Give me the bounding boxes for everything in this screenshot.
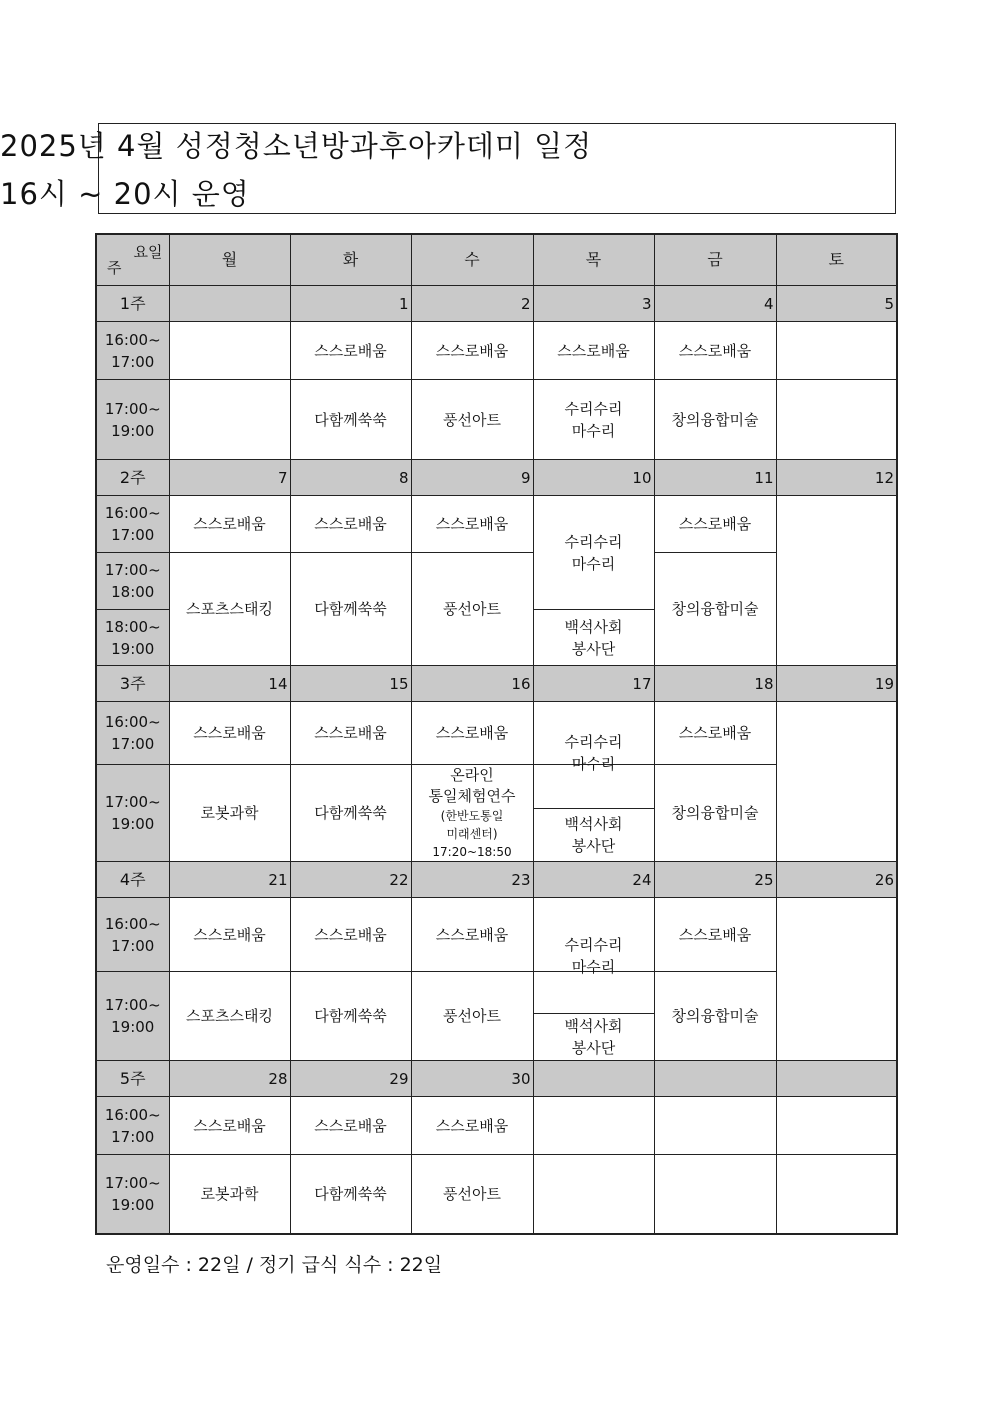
day-header-mon: 월	[169, 234, 290, 286]
week-label: 4주	[96, 862, 169, 898]
schedule-cell: 스스로배움	[169, 898, 290, 972]
day-header-tue: 화	[290, 234, 411, 286]
date-cell: 25	[654, 862, 776, 898]
schedule-cell	[533, 1097, 654, 1155]
schedule-cell: 스스로배움	[290, 1097, 411, 1155]
schedule-cell: 스스로배움	[290, 898, 411, 972]
date-cell: 2	[411, 286, 533, 322]
schedule-cell: 풍선아트	[411, 553, 533, 666]
schedule-cell: 스스로배움	[411, 1097, 533, 1155]
schedule-cell: 다함께쑥쑥	[290, 972, 411, 1061]
date-cell: 11	[654, 460, 776, 496]
online-program-time: 17:20~18:50	[432, 845, 512, 859]
week-row-2	[96, 460, 897, 496]
schedule-cell	[776, 1155, 897, 1234]
date-cell	[654, 1061, 776, 1097]
schedule-cell: 백석사회 봉사단	[533, 610, 654, 666]
slot-row	[96, 1097, 897, 1155]
schedule-cell: 창의융합미술	[654, 972, 776, 1061]
day-header-wed: 수	[411, 234, 533, 286]
date-cell: 24	[533, 862, 654, 898]
header-row	[96, 234, 897, 286]
schedule-cell: 다함께쑥쑥	[290, 1155, 411, 1234]
date-cell: 22	[290, 862, 411, 898]
schedule-cell: 수리수리 마수리	[533, 380, 654, 460]
date-cell: 26	[776, 862, 897, 898]
date-cell: 18	[654, 666, 776, 702]
schedule-cell: 스스로배움	[290, 322, 411, 380]
footer-summary: 운영일수 : 22일 / 정기 급식 식수 : 22일	[106, 1254, 443, 1276]
week-label: 3주	[96, 666, 169, 702]
schedule-cell	[776, 496, 897, 666]
week-label: 1주	[96, 286, 169, 322]
date-cell: 19	[776, 666, 897, 702]
date-cell: 8	[290, 460, 411, 496]
schedule-cell: 창의융합미술	[654, 553, 776, 666]
slot-row	[96, 898, 897, 972]
schedule-cell: 창의융합미술	[654, 380, 776, 460]
schedule-cell: 스스로배움	[411, 898, 533, 972]
time-cell: 17:00~ 19:00	[96, 380, 169, 460]
time-cell: 17:00~ 19:00	[96, 765, 169, 862]
time-cell: 16:00~ 17:00	[96, 322, 169, 380]
schedule-cell: 스스로배움	[411, 322, 533, 380]
slot-row	[96, 702, 897, 765]
schedule-cell: 로봇과학	[169, 765, 290, 862]
time-cell: 18:00~ 19:00	[96, 610, 169, 666]
schedule-cell: 풍선아트	[411, 1155, 533, 1234]
schedule-cell	[411, 765, 533, 862]
schedule-cell: 다함께쑥쑥	[290, 553, 411, 666]
schedule-table	[95, 233, 898, 1235]
page-subtitle: 16시 ~ 20시 운영	[0, 177, 250, 211]
online-program-host: (한반도통일 미래센터)	[440, 809, 504, 841]
schedule-cell: 스스로배움	[290, 496, 411, 553]
thu-lower: 백석사회 봉사단	[534, 1013, 654, 1060]
time-cell: 17:00~ 19:00	[96, 972, 169, 1061]
date-cell: 15	[290, 666, 411, 702]
week-row-4	[96, 862, 897, 898]
schedule-cell: 다함께쑥쑥	[290, 765, 411, 862]
date-cell: 16	[411, 666, 533, 702]
time-cell: 16:00~ 17:00	[96, 496, 169, 553]
slot-row	[96, 380, 897, 460]
schedule-cell: 스포츠스태킹	[169, 972, 290, 1061]
schedule-cell: 스스로배움	[411, 702, 533, 765]
date-cell: 9	[411, 460, 533, 496]
schedule-cell	[654, 1097, 776, 1155]
date-cell: 23	[411, 862, 533, 898]
schedule-cell: 스스로배움	[654, 898, 776, 972]
schedule-cell: 풍선아트	[411, 380, 533, 460]
schedule-cell: 스스로배움	[533, 322, 654, 380]
schedule-cell: 풍선아트	[411, 972, 533, 1061]
schedule-cell	[169, 380, 290, 460]
schedule-cell: 창의융합미술	[654, 765, 776, 862]
week-row-5	[96, 1061, 897, 1097]
week-row-3	[96, 666, 897, 702]
schedule-cell: 수리수리 마수리	[533, 496, 654, 610]
date-cell	[533, 1061, 654, 1097]
day-header-sat: 토	[776, 234, 897, 286]
schedule-cell	[654, 1155, 776, 1234]
date-cell: 3	[533, 286, 654, 322]
date-cell: 5	[776, 286, 897, 322]
schedule-cell: 스스로배움	[654, 702, 776, 765]
schedule-cell: 스스로배움	[290, 702, 411, 765]
date-cell: 4	[654, 286, 776, 322]
schedule-cell: 스스로배움	[654, 322, 776, 380]
date-cell: 7	[169, 460, 290, 496]
slot-row	[96, 1155, 897, 1234]
schedule-cell: 스스로배움	[169, 1097, 290, 1155]
thu-upper: 수리수리 마수리	[564, 935, 623, 976]
thu-lower: 백석사회 봉사단	[534, 808, 654, 861]
day-header-thu: 목	[533, 234, 654, 286]
date-cell: 10	[533, 460, 654, 496]
schedule-cell	[776, 380, 897, 460]
date-cell: 21	[169, 862, 290, 898]
schedule-cell: 스스로배움	[654, 496, 776, 553]
schedule-cell	[776, 702, 897, 862]
schedule-cell: 스스로배움	[411, 496, 533, 553]
schedule-cell	[169, 322, 290, 380]
time-cell: 16:00~ 17:00	[96, 702, 169, 765]
week-label: 5주	[96, 1061, 169, 1097]
time-cell: 16:00~ 17:00	[96, 1097, 169, 1155]
date-cell: 1	[290, 286, 411, 322]
schedule-cell: 다함께쑥쑥	[290, 380, 411, 460]
corner-cell	[96, 234, 169, 286]
date-cell	[776, 1061, 897, 1097]
time-cell: 17:00~ 19:00	[96, 1155, 169, 1234]
date-cell: 30	[411, 1061, 533, 1097]
day-header-fri: 금	[654, 234, 776, 286]
schedule-cell: 스스로배움	[169, 702, 290, 765]
schedule-cell	[776, 1097, 897, 1155]
corner-day-label: 요일	[133, 243, 163, 261]
corner-week-label: 주	[107, 259, 122, 277]
date-cell: 29	[290, 1061, 411, 1097]
date-cell	[169, 286, 290, 322]
schedule-cell: 스포츠스태킹	[169, 553, 290, 666]
time-cell: 16:00~ 17:00	[96, 898, 169, 972]
date-cell: 17	[533, 666, 654, 702]
schedule-cell	[776, 322, 897, 380]
page-title: 2025년 4월 성정청소년방과후아카데미 일정	[0, 129, 593, 163]
online-program: 온라인 통일체험연수	[428, 766, 516, 805]
schedule-cell	[533, 1155, 654, 1234]
schedule-cell	[533, 702, 654, 773]
week-row-1	[96, 286, 897, 322]
slot-row	[96, 322, 897, 380]
date-cell: 14	[169, 666, 290, 702]
schedule-cell	[776, 898, 897, 1061]
date-cell: 28	[169, 1061, 290, 1097]
schedule-cell: 로봇과학	[169, 1155, 290, 1234]
time-cell: 17:00~ 18:00	[96, 553, 169, 610]
week-label: 2주	[96, 460, 169, 496]
schedule-cell	[533, 898, 654, 976]
thu-upper: 수리수리 마수리	[564, 733, 623, 773]
slot-row	[96, 496, 897, 553]
schedule-cell: 스스로배움	[169, 496, 290, 553]
date-cell: 12	[776, 460, 897, 496]
